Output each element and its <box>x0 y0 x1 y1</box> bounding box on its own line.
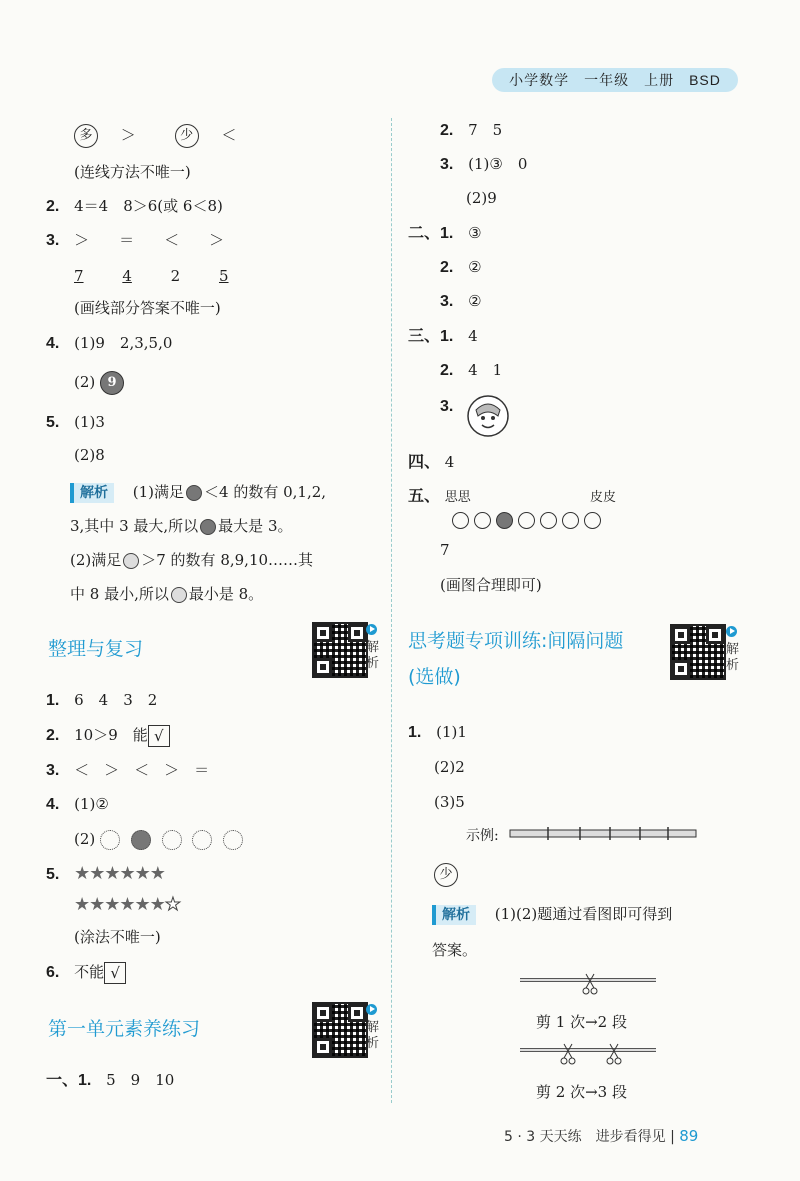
flower-icon <box>223 830 243 850</box>
star-outline: ★ <box>164 894 180 915</box>
underlined-number: 5 <box>218 267 229 285</box>
left-analysis-2 <box>70 516 292 536</box>
circle-icon <box>518 512 535 529</box>
qr-label: 解析 <box>366 1020 380 1051</box>
item-number: 5. <box>46 414 60 431</box>
sign: ＞ <box>120 126 136 144</box>
part3-q1 <box>408 326 478 347</box>
left-note: (连线方法不唯一) <box>74 163 191 181</box>
left-q4-b <box>74 371 124 395</box>
character-face-icon <box>466 394 510 438</box>
answer-text: (1)3 <box>74 413 105 431</box>
qr-code[interactable] <box>312 622 368 678</box>
item-number: 6. <box>46 964 60 981</box>
answer-text: 7 5 <box>468 121 503 139</box>
part2-q1 <box>408 223 482 244</box>
segmented-line-example <box>508 826 700 842</box>
item-number: 3. <box>440 293 454 310</box>
circle-icon-filled <box>496 512 513 529</box>
answer-text: (1)③ 0 <box>468 155 528 173</box>
item-number: 四、 <box>408 454 441 471</box>
thinking-q1 <box>408 722 467 743</box>
part4 <box>408 452 454 473</box>
flower-icon <box>100 830 120 850</box>
review-q4 <box>46 794 109 815</box>
right-q3-b: (2)9 <box>466 189 497 207</box>
circle-icon <box>584 512 601 529</box>
cut-twice-diagram <box>518 1040 658 1070</box>
label-pipi: 皮皮 <box>590 490 617 505</box>
answer-text: ＜ ＞ ＜ ＞ ＝ <box>74 761 210 779</box>
circle-icon <box>562 512 579 529</box>
answer-text: ② <box>468 258 482 276</box>
answer-text: 4 1 <box>468 361 503 379</box>
answer-text: ③ <box>468 224 482 242</box>
flower-icon <box>162 830 182 850</box>
left-q5 <box>46 412 105 433</box>
answer-text: 4 <box>444 453 455 471</box>
star-row-filled: ★★★★★★ <box>74 894 165 915</box>
review-q6 <box>46 962 126 984</box>
right-analysis-1 <box>432 904 672 925</box>
item-number: 2. <box>440 259 454 276</box>
item-number: 3. <box>46 232 60 249</box>
item-number: 1. <box>46 692 60 709</box>
left-analysis-3 <box>70 550 313 570</box>
answer-text: (2) <box>74 373 96 391</box>
thinking-circ <box>434 863 458 887</box>
analysis-tag: 解析 <box>70 483 114 503</box>
circle-row <box>452 509 606 529</box>
cut-once-diagram <box>518 970 658 1000</box>
item-number: 3. <box>46 762 60 779</box>
analysis-tag: 解析 <box>432 905 476 925</box>
fruit-icon <box>123 553 139 569</box>
review-q4-b <box>74 829 249 850</box>
cut-once-text: 剪 1 次→2 段 <box>536 1013 627 1031</box>
answer-text: 6 4 3 2 <box>74 691 158 709</box>
thinking-q1-b: (2)2 <box>434 758 465 776</box>
left-analysis-4 <box>70 584 263 604</box>
analysis-text: 3,其中 3 最大,所以 <box>70 517 199 535</box>
flower-icon-filled <box>131 830 151 850</box>
answer-text: 4 <box>468 327 478 345</box>
review-q5-stars2 <box>74 895 180 915</box>
number: 2 <box>170 267 181 285</box>
item-number: 三、1. <box>408 328 454 345</box>
circle-icon <box>452 512 469 529</box>
fruit-icon <box>171 587 187 603</box>
item-number: 二、1. <box>408 225 454 242</box>
analysis-text: 最大是 3。 <box>218 517 293 535</box>
circle-icon <box>474 512 491 529</box>
analysis-text: 最小是 8。 <box>188 585 264 603</box>
left-q3 <box>46 230 224 251</box>
part5-answer: 7 <box>440 541 450 559</box>
analysis-text: ＞7 的数有 8,9,10……其 <box>141 551 314 569</box>
qr-code[interactable] <box>312 1002 368 1058</box>
example-label: 示例: <box>466 828 499 844</box>
part2-q3 <box>440 291 482 312</box>
checkmark-box: √ <box>104 962 126 984</box>
item-number: 2. <box>440 122 454 139</box>
answer-text: (1)② <box>74 795 109 813</box>
footer <box>504 1126 698 1146</box>
fruit-icon <box>186 485 202 501</box>
section-title-optional: (选做) <box>408 666 461 688</box>
qr-label: 解析 <box>726 642 740 673</box>
right-q2 <box>440 120 502 141</box>
analysis-text: (1)满足 <box>132 483 185 501</box>
filled-circle-number: 9 <box>100 371 124 395</box>
qr-code[interactable] <box>670 624 726 680</box>
left-q2 <box>46 196 223 217</box>
left-q3-numbers <box>74 266 229 286</box>
item-number: 3. <box>440 156 454 173</box>
circled-char: 多 <box>74 124 98 148</box>
circled-char: 少 <box>434 863 458 887</box>
play-icon[interactable] <box>366 1004 377 1015</box>
analysis-text: 中 8 最小,所以 <box>70 585 169 603</box>
column-divider <box>391 118 392 1103</box>
star-row-filled: ★★★★★★ <box>74 863 165 884</box>
answer-text: (2) <box>74 830 96 848</box>
underlined-number: 7 <box>74 267 84 285</box>
answer-text: ② <box>468 292 482 310</box>
cut-twice-text: 剪 2 次→3 段 <box>536 1083 627 1101</box>
unit1-q1 <box>46 1070 174 1091</box>
review-q2 <box>46 725 170 747</box>
item-number: 4. <box>46 335 60 352</box>
circled-char: 少 <box>175 124 199 148</box>
analysis-text: ＜4 的数有 0,1,2, <box>204 483 327 501</box>
play-icon[interactable] <box>366 624 377 635</box>
answer-text: ＞ ＝ ＜ ＞ <box>74 231 225 249</box>
page-number: 89 <box>679 1127 699 1145</box>
section-title-thinking: 思考题专项训练:间隔问题 <box>408 630 624 652</box>
answer-text: 5 9 10 <box>106 1071 175 1089</box>
checkmark-box: √ <box>148 725 170 747</box>
part2-q2 <box>440 257 482 278</box>
answer-text: 10＞9 能 <box>74 726 148 744</box>
sign: ＜ <box>221 126 237 144</box>
left-q4 <box>46 333 172 354</box>
part5-note: (画图合理即可) <box>440 576 542 594</box>
analysis-text: (2)满足 <box>70 551 122 569</box>
right-analysis-2: 答案。 <box>432 941 478 959</box>
answer-text: 4＝4 8＞6(或 6＜8) <box>74 197 223 215</box>
item-number: 3. <box>440 398 454 415</box>
review-q3 <box>46 760 209 781</box>
section-title-unit1: 第一单元素养练习 <box>48 1018 201 1040</box>
left-line-1 <box>74 124 236 148</box>
answer-text: 不能 <box>74 963 105 981</box>
footer-slogan: 5 · 3 天天练 进步看得见 | <box>504 1129 675 1145</box>
review-q1 <box>46 690 157 711</box>
underlined-number: 4 <box>122 267 132 285</box>
review-q5-note: (涂法不唯一) <box>74 928 161 946</box>
section-title-review: 整理与复习 <box>48 638 144 660</box>
fruit-icon <box>200 519 216 535</box>
item-number: 2. <box>440 362 454 379</box>
part3-q2 <box>440 360 502 381</box>
thinking-q1-c: (3)5 <box>434 793 465 811</box>
header-badge: 小学数学 一年级 上册 BSD <box>492 68 738 92</box>
item-number: 2. <box>46 727 60 744</box>
label-sisi: 思思 <box>444 490 471 505</box>
part5 <box>408 486 471 508</box>
flower-icon <box>192 830 212 850</box>
item-number: 4. <box>46 796 60 813</box>
left-q5-b: (2)8 <box>74 446 105 464</box>
answer-text: (1)9 2,3,5,0 <box>74 334 173 352</box>
item-number: 2. <box>46 198 60 215</box>
item-number: 一、1. <box>46 1072 92 1089</box>
item-number: 5. <box>46 866 60 883</box>
right-q3 <box>440 154 527 175</box>
circle-icon <box>540 512 557 529</box>
item-number: 1. <box>408 724 422 741</box>
part3-q3 <box>440 396 453 417</box>
item-number: 五、 <box>408 488 441 505</box>
left-analysis-1 <box>70 482 326 503</box>
analysis-text: (1)(2)题通过看图即可得到 <box>494 905 673 923</box>
play-icon[interactable] <box>726 626 737 637</box>
answer-text: (1)1 <box>436 723 467 741</box>
qr-label: 解析 <box>366 640 380 671</box>
left-q3-note: (画线部分答案不唯一) <box>74 299 221 317</box>
review-q5 <box>46 864 165 885</box>
